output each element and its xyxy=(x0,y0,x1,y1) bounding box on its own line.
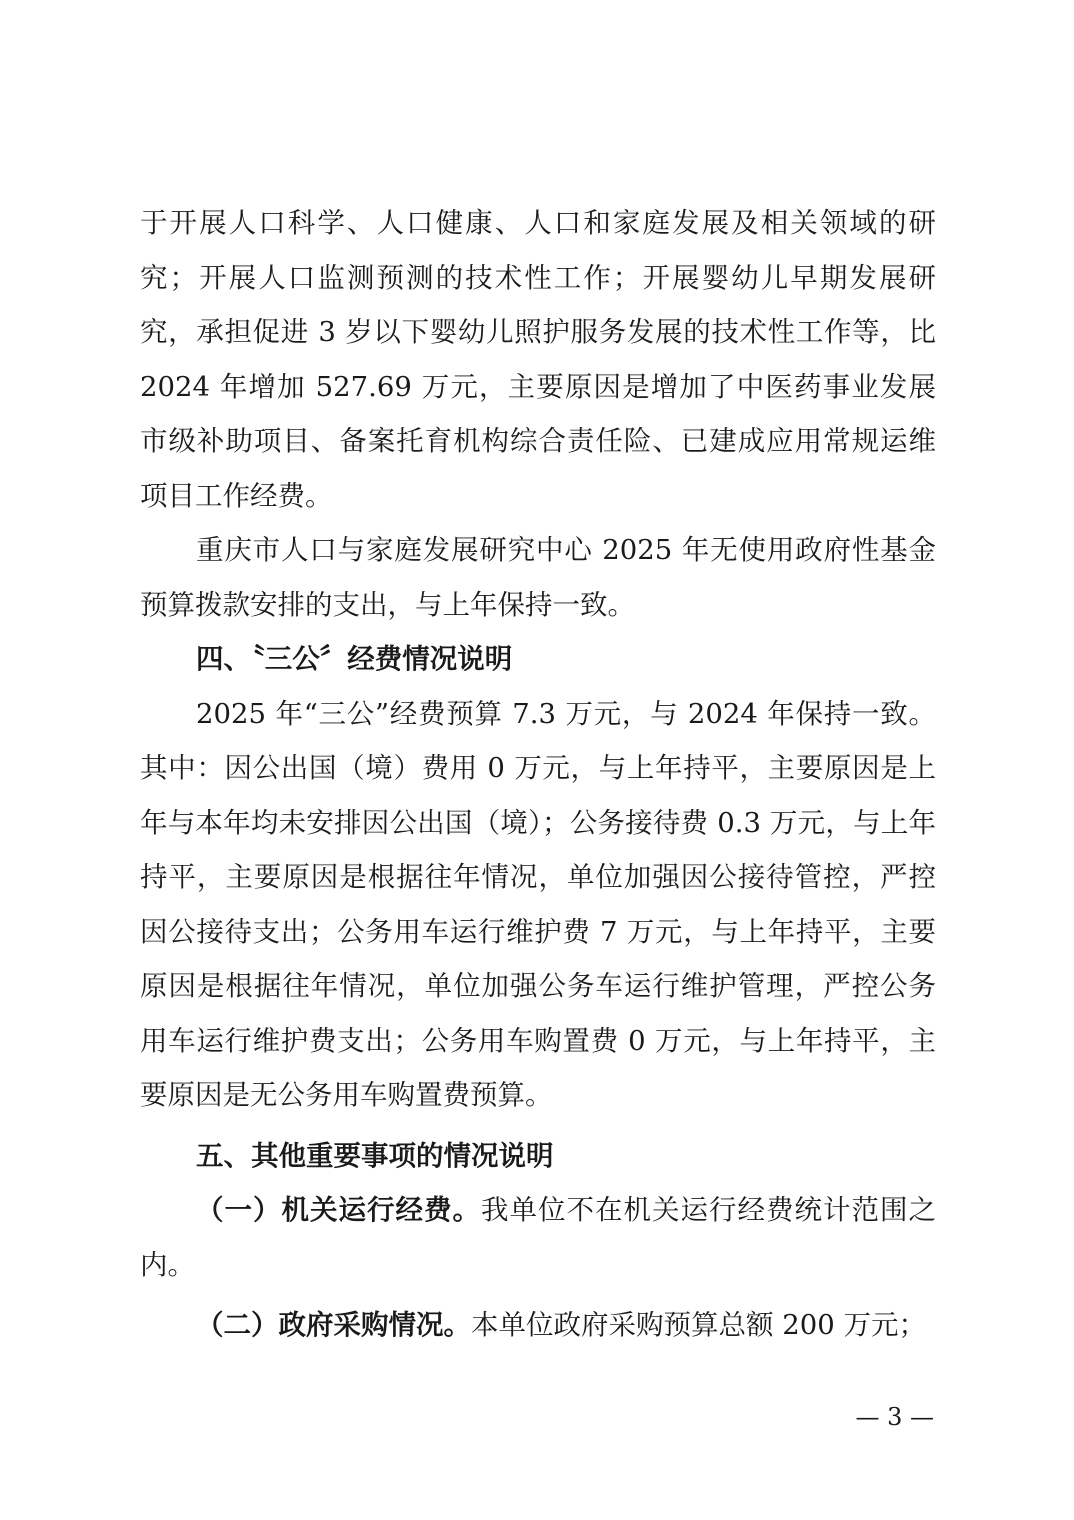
paragraph-operating-expenses xyxy=(140,1183,936,1292)
section-heading-three-public: 四、〝三公〞经费情况说明 xyxy=(196,643,513,675)
procurement-body: 本单位政府采购预算总额 200 万元； xyxy=(471,1309,926,1341)
paragraph-three-public-budget: 2025 年“三公”经费预算 7.3 万元，与 2024 年保持一致。其中：因公出国（境）费用 0 万元，与上年持平，主要原因是上年与本年均未安排因公出国（境）；公务接待费 0.3 万元，与上年持平，主要原因是根据往年情况，单位加强因公接待管控，严控因公接待支出；公务用车运行维护费 7 万元，与上年持平，主要原因是根据往年情况，单位加强公务车运行维护管理，严控公务用车运行维护费支出；公务用车购置费 0 万元，与上年持平，主要原因是无公务用车购置费预算。 xyxy=(140,697,936,1111)
section-heading-other-matters: 五、其他重要事项的情况说明 xyxy=(196,1139,554,1172)
operating-expenses-body: 我单位不在机关运行经费统计范围之内。 xyxy=(140,1194,936,1281)
paragraph-procurement xyxy=(140,1298,936,1353)
procurement-lead: （二）政府采购情况。 xyxy=(196,1309,471,1341)
operating-expenses-lead: （一）机关运行经费。 xyxy=(196,1194,481,1226)
document-body xyxy=(140,196,936,1353)
paragraph-government-fund: 重庆市人口与家庭发展研究中心 2025 年无使用政府性基金预算拨款安排的支出，与上年保持一致。 xyxy=(140,534,936,621)
paragraph-research-duties: 于开展人口科学、人口健康、人口和家庭发展及相关领域的研究；开展人口监测预测的技术性工作；开展婴幼儿早期发展研究，承担促进 3 岁以下婴幼儿照护服务发展的技术性工作等，比 2024 年增加 527.69 万元，主要原因是增加了中医药事业发展市级补助项目、备案托育机构综合责任险、已建成应用常规运维项目工作经费。 xyxy=(140,207,936,512)
page-number: — 3 — xyxy=(855,1403,934,1431)
